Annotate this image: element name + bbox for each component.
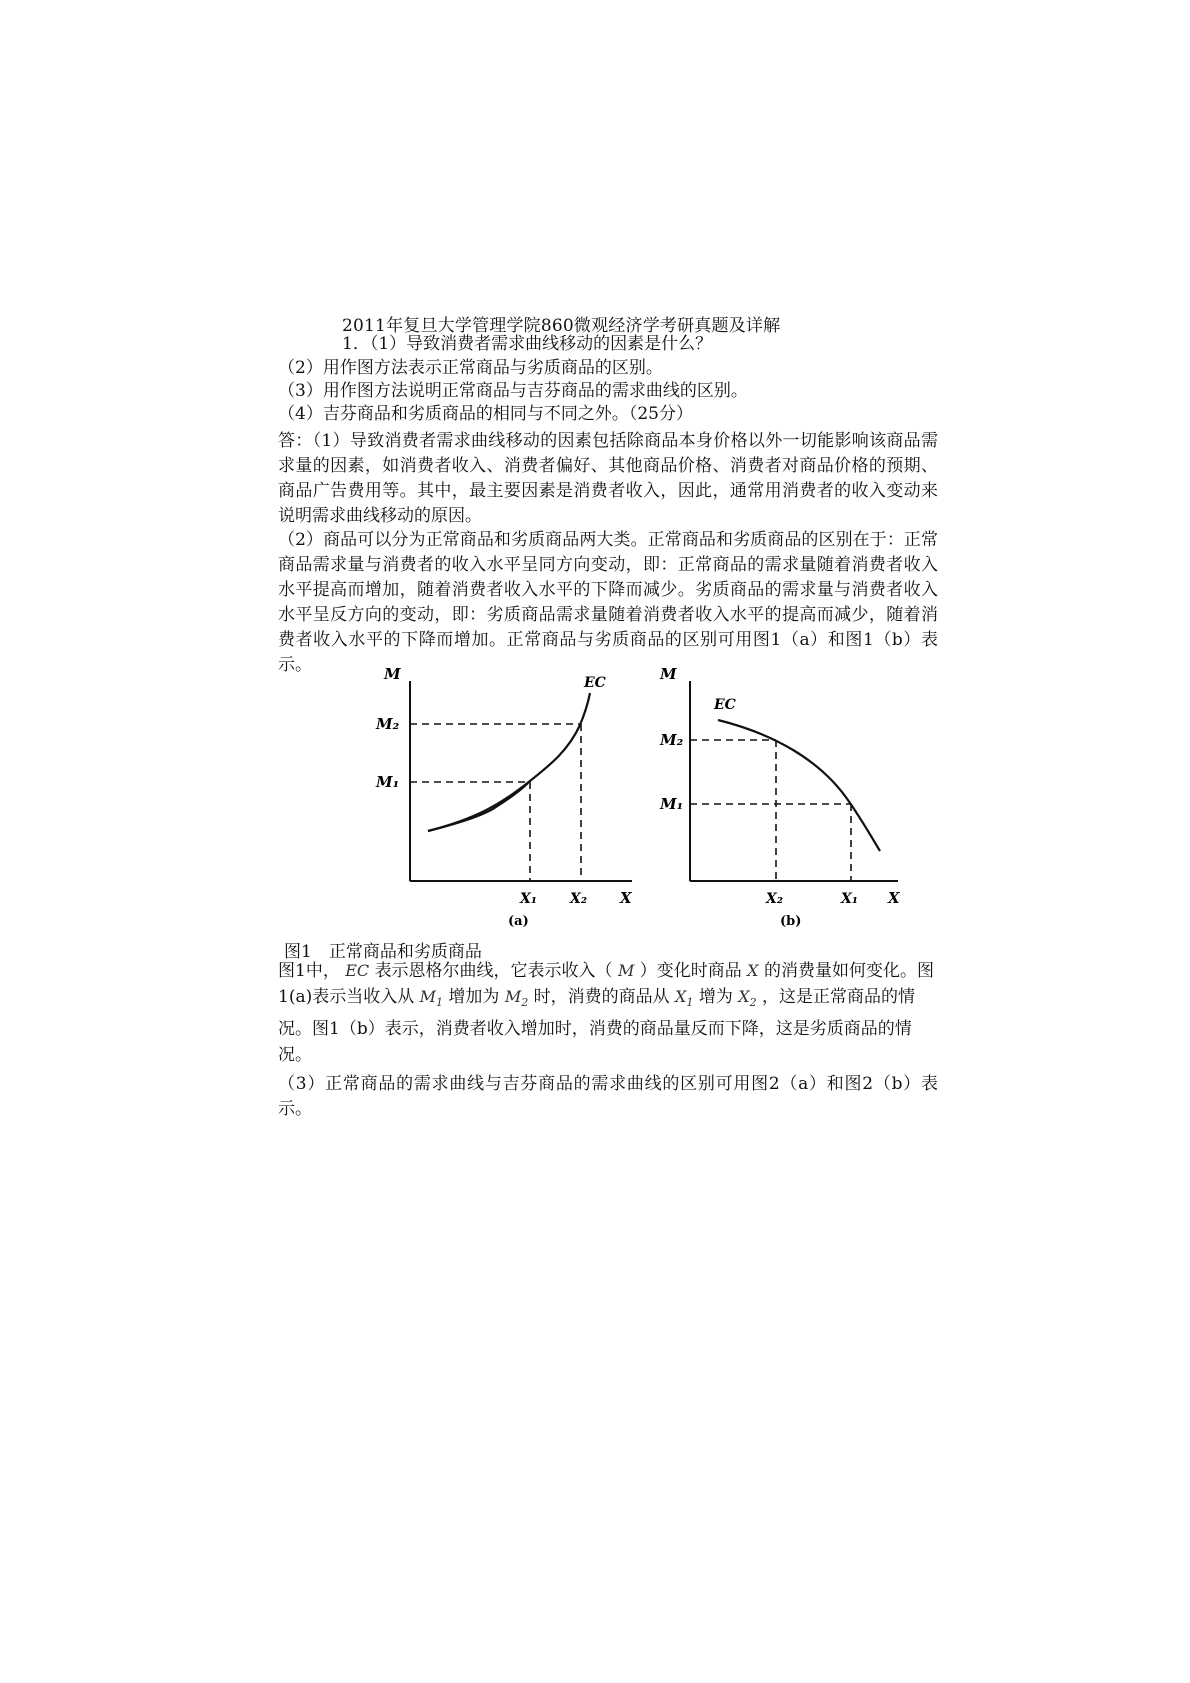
question-part-3: （3）用作图方法说明正常商品与吉芬商品的需求曲线的区别。 <box>278 381 748 401</box>
panel-b-x-label: X <box>888 889 900 907</box>
answer-paragraph-3: （3）正常商品的需求曲线与吉芬商品的需求曲线的区别可用图2（a）和图2（b）表示。 <box>278 1074 938 1119</box>
panel-a-ec-label: EC <box>584 675 606 691</box>
math-x2-sub: 2 <box>749 996 757 1010</box>
math-x1 <box>675 987 694 1010</box>
figure-explanation <box>278 958 944 1068</box>
engel-curve-figure <box>370 663 910 933</box>
panel-a-x1-label: X₁ <box>520 891 537 907</box>
math-x2-base: X <box>738 987 750 1006</box>
panel-b-ec-label: EC <box>714 697 736 713</box>
panel-b-caption: (b) <box>780 914 802 929</box>
question-part-2: （2）用作图方法表示正常商品与劣质商品的区别。 <box>278 358 663 378</box>
panel-b <box>659 665 901 929</box>
panel-a-caption: (a) <box>508 914 529 929</box>
figure-svg <box>370 663 910 933</box>
panel-b-m2-label: M₂ <box>660 731 684 749</box>
document-title: 2011年复旦大学管理学院860微观经济学考研真题及详解 <box>342 316 781 336</box>
panel-b-y-label: M <box>660 665 677 683</box>
figure-caption: 图1 正常商品和劣质商品 <box>284 942 482 962</box>
panel-a <box>375 665 633 929</box>
expl-text-8: ，这是正常商品的情况。图1（b）表示，消费者收入增加时，消费的商品量反而下降，这是劣质商品的情况。 <box>278 987 916 1066</box>
question-part-4: （4）吉芬商品和劣质商品的相同与不同之外。（25分） <box>278 404 693 424</box>
expl-text-5: 增加为 <box>448 987 500 1007</box>
panel-a-y-label: M <box>384 665 401 683</box>
expl-text-2: 表示恩格尔曲线，它表示收入（ <box>374 961 613 981</box>
math-m2-sub: 2 <box>521 996 529 1010</box>
panel-a-m2-label: M₂ <box>376 715 400 733</box>
panel-a-x-label: X <box>620 889 632 907</box>
panel-a-ec-curve <box>428 693 590 831</box>
math-m: M <box>617 961 635 980</box>
panel-b-x2-label: X₂ <box>766 891 783 907</box>
math-x2 <box>738 987 757 1010</box>
math-x1-sub: 1 <box>686 996 694 1010</box>
panel-a-curve-lower <box>428 783 528 831</box>
math-ec: EC <box>345 961 370 980</box>
math-x1-base: X <box>675 987 687 1006</box>
answer-paragraph-1: 答：（1）导致消费者需求曲线移动的因素包括除商品本身价格以外一切能影响该商品需求量的因素，如消费者收入、消费者偏好、其他商品价格、消费者对商品价格的预期、商品广告费用等。其中，最主要因素是消费者收入，因此，通常用消费者的收入变动来说明需求曲线移动的原因。 <box>278 431 938 526</box>
panel-a-m1-label: M₁ <box>376 773 400 791</box>
panel-b-x1-label: X₁ <box>841 891 858 907</box>
math-m1-base: M <box>419 987 437 1006</box>
question-part-1: 1．（1）导致消费者需求曲线移动的因素是什么？ <box>342 334 713 354</box>
expl-text-1: 图1中， <box>278 961 340 981</box>
math-m2 <box>504 987 529 1010</box>
expl-text-7: 增为 <box>698 987 733 1007</box>
answer-paragraph-2: （2）商品可以分为正常商品和劣质商品两大类。正常商品和劣质商品的区别在于：正常商品需求量与消费者的收入水平呈同方向变动，即：正常商品的需求量随着消费者收入水平提高而增加，随着消费者收入水平的下降而减少。劣质商品的需求量与消费者收入水平呈反方向的变动，即：劣质商品需求量随着消费者收入水平的提高而减少，随着消费者收入水平的下降而增加。正常商品与劣质商品的区别可用图1（a）和图1（b）表示。 <box>278 530 938 675</box>
math-m1 <box>419 987 444 1010</box>
panel-b-m1-label: M₁ <box>660 795 684 813</box>
math-x: X <box>747 961 759 980</box>
expl-text-3: ）变化时商品 <box>639 961 742 981</box>
math-m2-base: M <box>504 987 522 1006</box>
panel-a-x2-label: X₂ <box>570 891 587 907</box>
expl-text-6: 时，消费的商品从 <box>533 987 670 1007</box>
expl-text-4: 的消费量如何变化。图1(a)表示当收入从 <box>278 961 934 1007</box>
math-m1-sub: 1 <box>436 996 444 1010</box>
